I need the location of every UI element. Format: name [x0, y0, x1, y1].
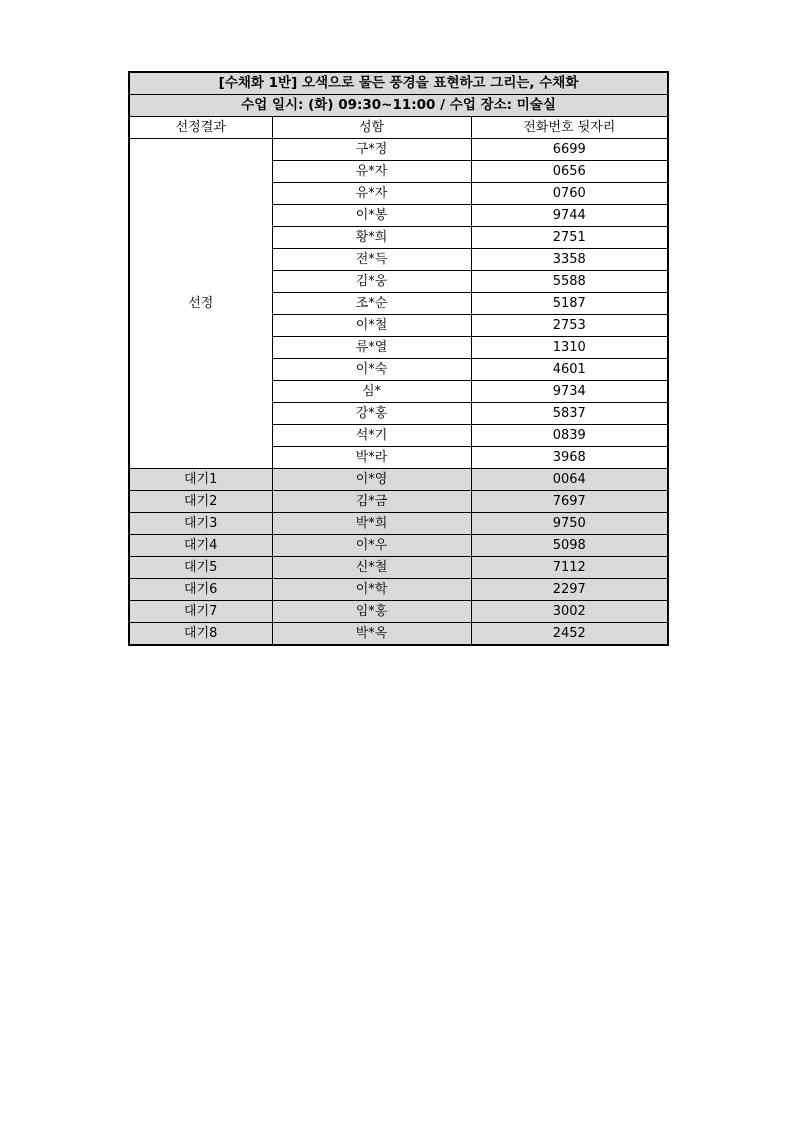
phone-last-digits: 3358: [471, 249, 668, 271]
phone-last-digits: 5837: [471, 403, 668, 425]
waiting-row: [129, 601, 668, 623]
waiting-rank: 대기7: [129, 601, 272, 623]
header-name: 성함: [272, 117, 471, 139]
participant-name: 김*웅: [272, 271, 471, 293]
waiting-row: [129, 579, 668, 601]
phone-last-digits: 9750: [471, 513, 668, 535]
phone-last-digits: 5588: [471, 271, 668, 293]
participant-name: 박*옥: [272, 623, 471, 646]
participant-name: 유*자: [272, 161, 471, 183]
waiting-row: [129, 623, 668, 646]
phone-last-digits: 1310: [471, 337, 668, 359]
table-row: [129, 139, 668, 161]
waiting-row: [129, 535, 668, 557]
participant-name: 이*우: [272, 535, 471, 557]
phone-last-digits: 0656: [471, 161, 668, 183]
phone-last-digits: 5098: [471, 535, 668, 557]
header-phone: 전화번호 뒷자리: [471, 117, 668, 139]
phone-last-digits: 6699: [471, 139, 668, 161]
phone-last-digits: 0760: [471, 183, 668, 205]
participant-name: 전*득: [272, 249, 471, 271]
phone-last-digits: 2452: [471, 623, 668, 646]
phone-last-digits: 4601: [471, 359, 668, 381]
phone-last-digits: 9734: [471, 381, 668, 403]
waiting-row: [129, 491, 668, 513]
participant-name: 신*철: [272, 557, 471, 579]
waiting-row: [129, 557, 668, 579]
selection-results-sheet: [128, 71, 669, 646]
results-table: [128, 71, 669, 646]
waiting-rank: 대기8: [129, 623, 272, 646]
participant-name: 석*기: [272, 425, 471, 447]
phone-last-digits: 3002: [471, 601, 668, 623]
waiting-rank: 대기3: [129, 513, 272, 535]
participant-name: 박*희: [272, 513, 471, 535]
participant-name: 이*철: [272, 315, 471, 337]
phone-last-digits: 7697: [471, 491, 668, 513]
participant-name: 임*홍: [272, 601, 471, 623]
participant-name: 이*봉: [272, 205, 471, 227]
selected-result-label: 선정: [129, 139, 272, 469]
phone-last-digits: 3968: [471, 447, 668, 469]
waiting-rank: 대기5: [129, 557, 272, 579]
participant-name: 이*학: [272, 579, 471, 601]
phone-last-digits: 2751: [471, 227, 668, 249]
participant-name: 이*숙: [272, 359, 471, 381]
participant-name: 이*영: [272, 469, 471, 491]
participant-name: 황*희: [272, 227, 471, 249]
waiting-rank: 대기1: [129, 469, 272, 491]
participant-name: 유*자: [272, 183, 471, 205]
header-row: [129, 117, 668, 139]
phone-last-digits: 5187: [471, 293, 668, 315]
participant-name: 강*홍: [272, 403, 471, 425]
participant-name: 심*: [272, 381, 471, 403]
waiting-row: [129, 513, 668, 535]
title-row: [129, 72, 668, 95]
phone-last-digits: 0839: [471, 425, 668, 447]
header-result: 선정결과: [129, 117, 272, 139]
phone-last-digits: 7112: [471, 557, 668, 579]
class-schedule-info: 수업 일시: (화) 09:30~11:00 / 수업 장소: 미술실: [129, 95, 668, 117]
participant-name: 박*라: [272, 447, 471, 469]
participant-name: 조*순: [272, 293, 471, 315]
phone-last-digits: 0064: [471, 469, 668, 491]
participant-name: 구*정: [272, 139, 471, 161]
info-row: [129, 95, 668, 117]
participant-name: 류*열: [272, 337, 471, 359]
class-title: [수채화 1반] 오색으로 물든 풍경을 표현하고 그리는, 수채화: [129, 72, 668, 95]
waiting-row: [129, 469, 668, 491]
phone-last-digits: 9744: [471, 205, 668, 227]
participant-name: 김*금: [272, 491, 471, 513]
waiting-rank: 대기2: [129, 491, 272, 513]
waiting-rank: 대기6: [129, 579, 272, 601]
phone-last-digits: 2753: [471, 315, 668, 337]
waiting-rank: 대기4: [129, 535, 272, 557]
phone-last-digits: 2297: [471, 579, 668, 601]
